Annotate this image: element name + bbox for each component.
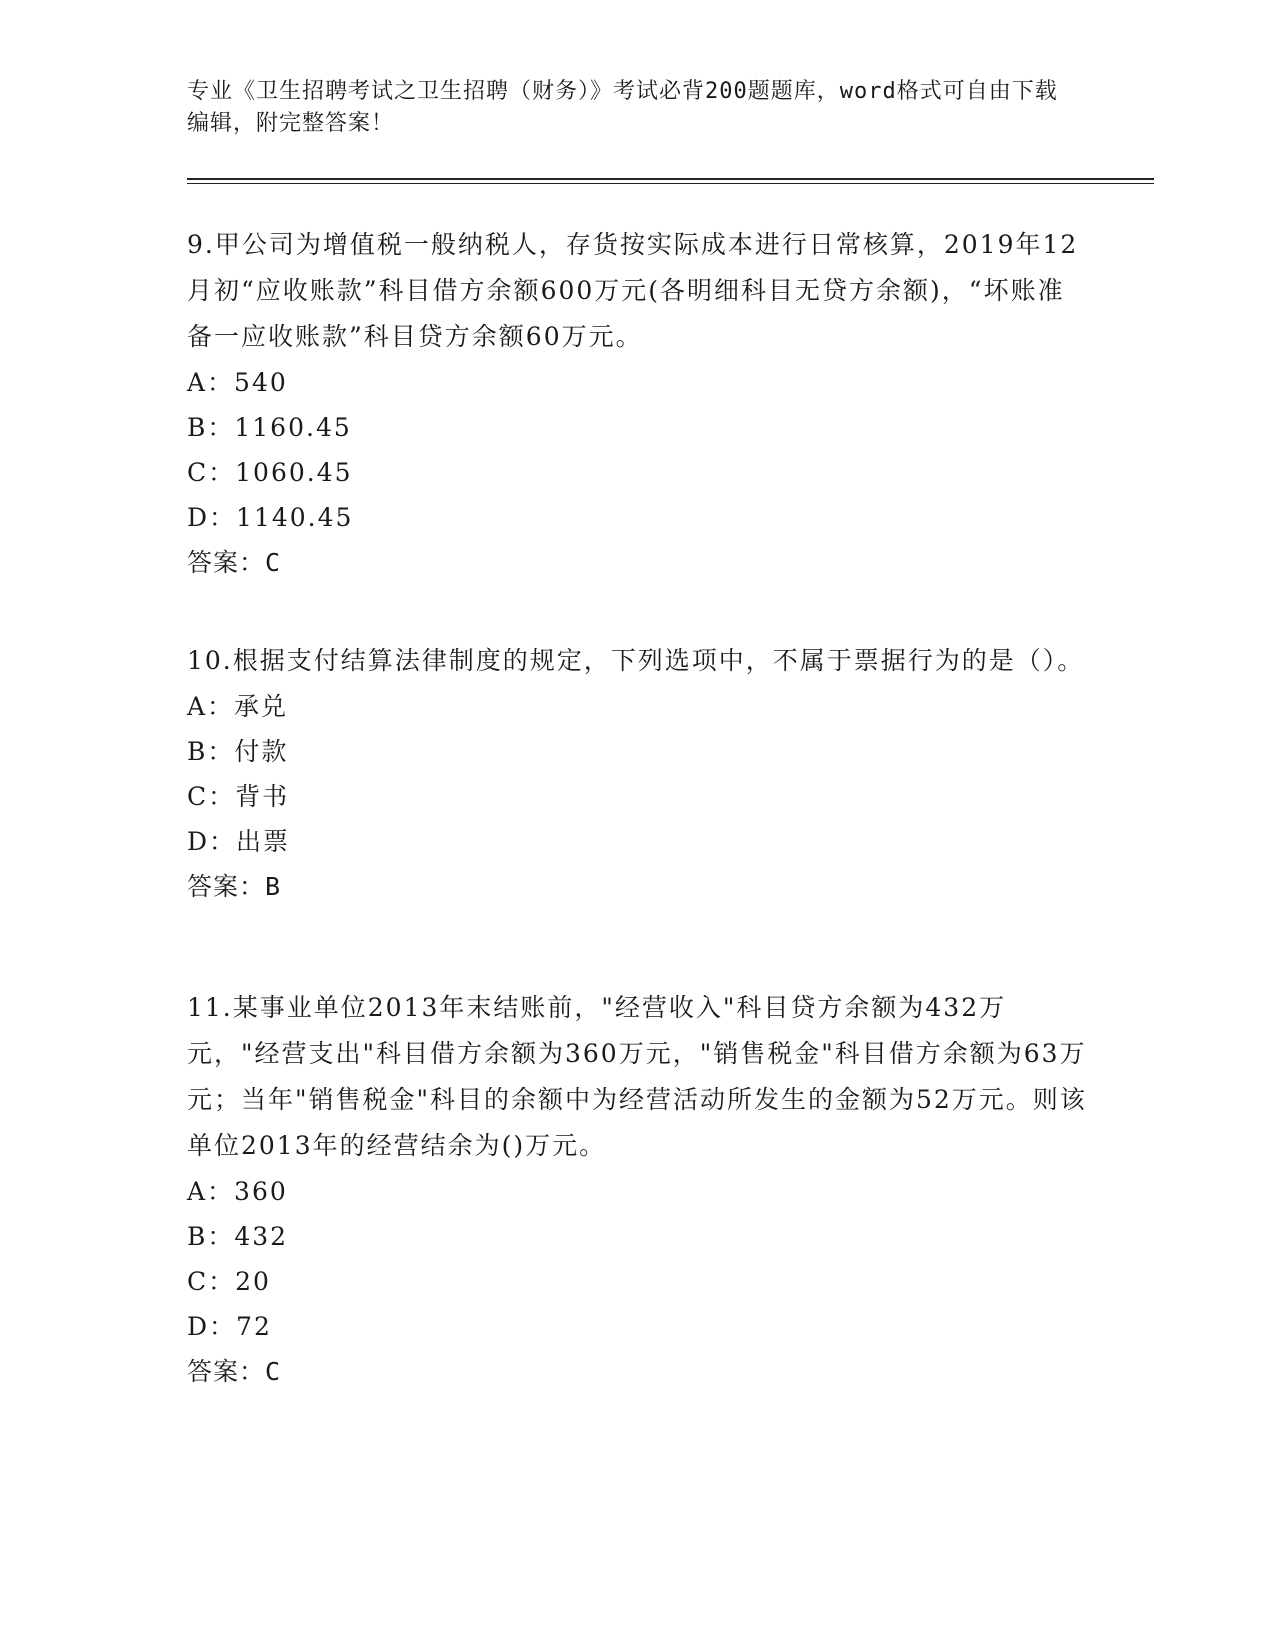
question-9 <box>187 222 1087 586</box>
document-header: 专业《卫生招聘考试之卫生招聘（财务）》考试必背200题题库，word格式可自由下载编辑，附完整答案！ <box>187 79 1058 136</box>
option-d: D：1140.45 <box>187 503 354 532</box>
answer-label: 答案：C <box>187 1357 282 1386</box>
answer-label: 答案：C <box>187 548 282 577</box>
option-c: C：1060.45 <box>187 458 353 487</box>
option-b: B：1160.45 <box>187 413 352 442</box>
option-a: A：360 <box>187 1177 288 1206</box>
option-d: D：出票 <box>187 827 291 856</box>
option-b: B：付款 <box>187 737 289 766</box>
question-text: 9.甲公司为增值税一般纳税人，存货按实际成本进行日常核算，2019年12月初“应收账款”科目借方余额600万元(各明细科目无贷方余额)，“坏账准备一应收账款”科目贷方余额60万元。 <box>187 230 1079 351</box>
question-10 <box>187 638 1087 910</box>
question-text: 10.根据支付结算法律制度的规定，下列选项中，不属于票据行为的是（）。 <box>187 646 1085 675</box>
option-a: A：540 <box>187 368 288 397</box>
answer-label: 答案：B <box>187 872 282 901</box>
question-text: 11.某事业单位2013年末结账前，"经营收入"科目贷方余额为432万元，"经营支出"科目借方余额为360万元，"销售税金"科目借方余额为63万元；当年"销售税金"科目的余额中为经营活动所发生的金额为52万元。则该单位2013年的经营结余为()万元。 <box>187 993 1087 1160</box>
option-d: D：72 <box>187 1312 272 1341</box>
option-b: B：432 <box>187 1222 289 1251</box>
option-c: C：背书 <box>187 782 290 811</box>
question-11 <box>187 985 1087 1395</box>
header-divider <box>187 178 1154 184</box>
option-c: C：20 <box>187 1267 271 1296</box>
option-a: A：承兑 <box>187 692 289 721</box>
